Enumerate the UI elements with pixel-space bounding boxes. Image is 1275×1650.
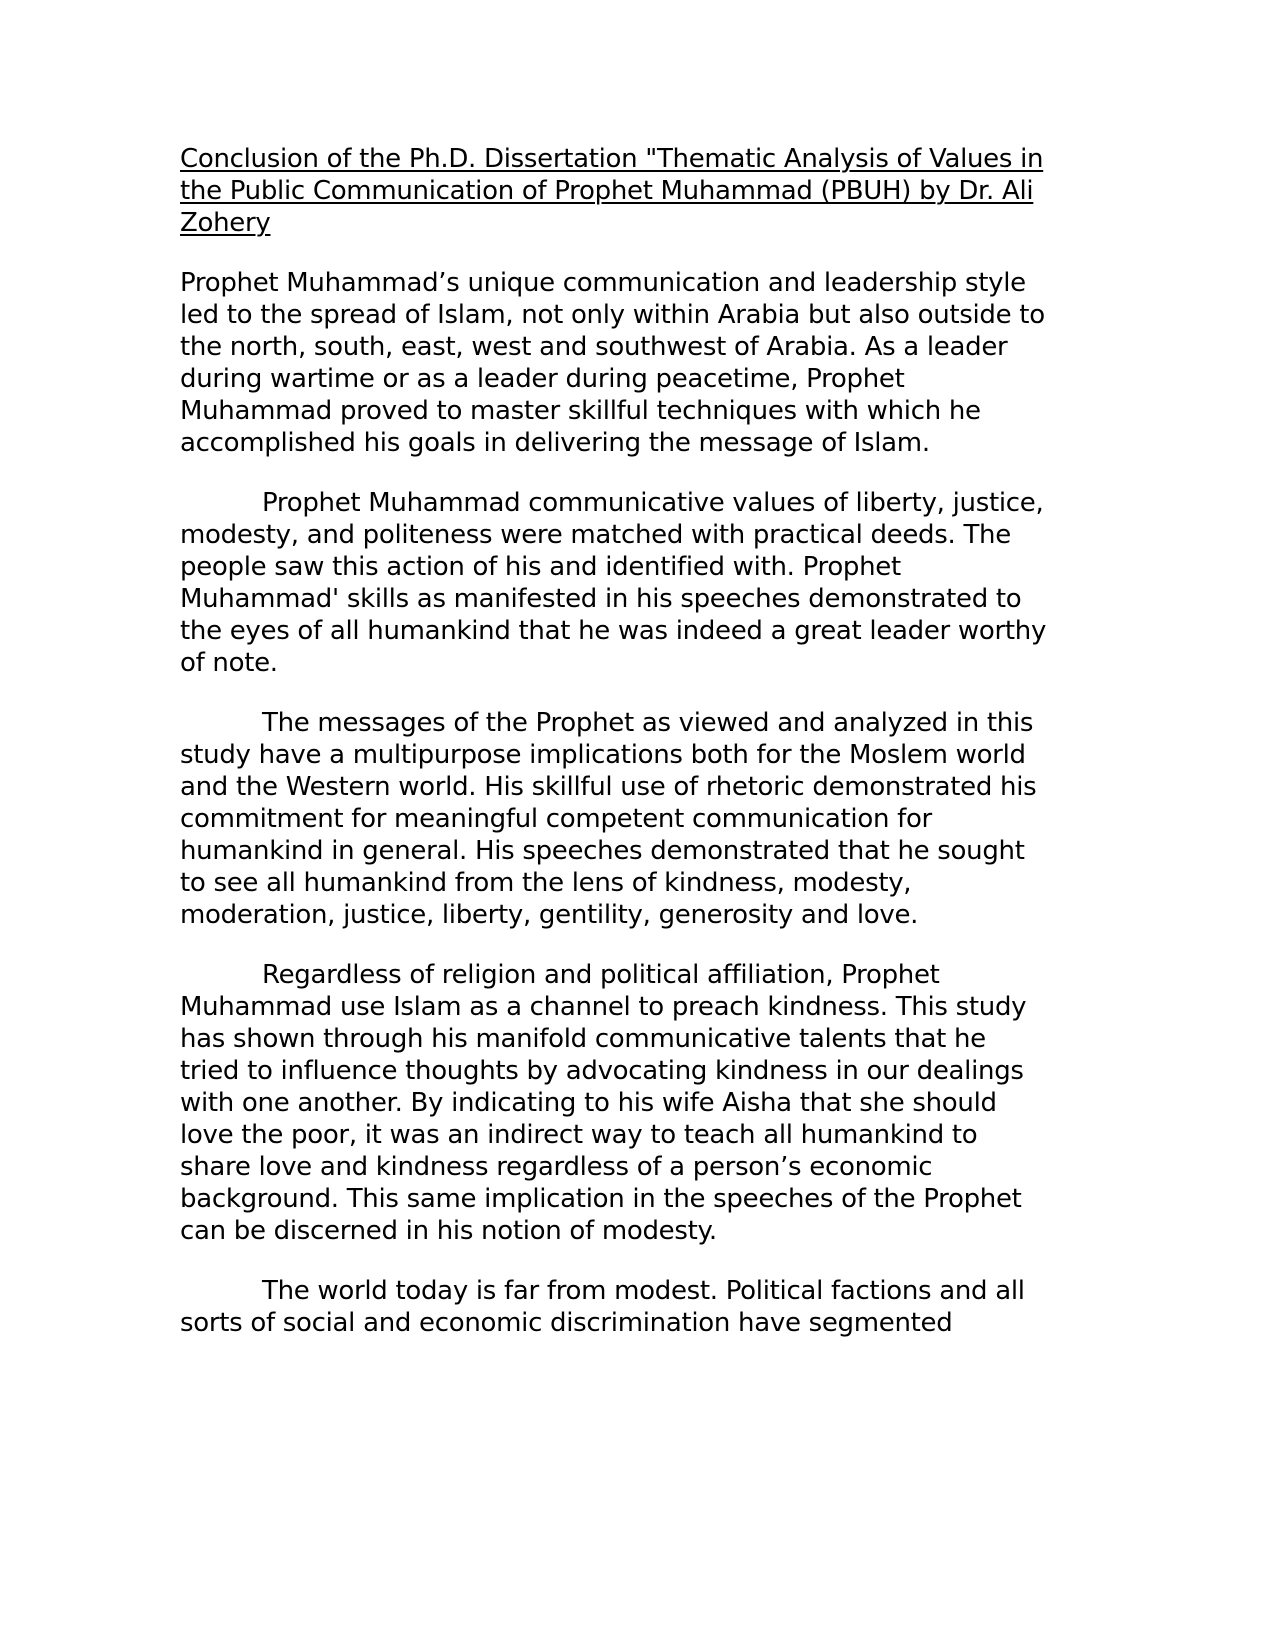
paragraph-1: Prophet Muhammad’s unique communication and leadership style led to the spread of Islam, not only within Arabia but also outside to the north, south, east, west and southwest of Arabia. As a leader during wartime or as a leader during peacetime, Prophet Muhammad proved to master skillful techniques with which he accomplished his goals in delivering the message of Islam.: [180, 268, 1045, 458]
document-title: Conclusion of the Ph.D. Dissertation "Thematic Analysis of Values in the Public Communication of Prophet Muhammad (PBUH) by Dr. Ali Zohery: [180, 144, 1044, 238]
paragraph-3: The messages of the Prophet as viewed and analyzed in this study have a multipurpose implications both for the Moslem world and the Western world. His skillful use of rhetoric demonstrated his commitment for meaningful competent communication for humankind in general. His speeches demonstrated that he sought to see all humankind from the lens of kindness, modesty, moderation, justice, liberty, gentility, generosity and love.: [180, 708, 1037, 930]
paragraph-4: Regardless of religion and political affiliation, Prophet Muhammad use Islam as a channel to preach kindness. This study has shown through his manifold communicative talents that he tried to influence thoughts by advocating kindness in our dealings with one another. By indicating to his wife Aisha that she should love the poor, it was an indirect way to teach all humankind to share love and kindness regardless of a person’s economic background. This same implication in the speeches of the Prophet can be discerned in his notion of modesty.: [180, 960, 1027, 1246]
paragraph-2: Prophet Muhammad communicative values of liberty, justice, modesty, and politeness were matched with practical deeds. The people saw this action of his and identified with. Prophet Muhammad' skills as manifested in his speeches demonstrated to the eyes of all humankind that he was indeed a great leader worthy of note.: [180, 488, 1047, 678]
paragraph-5: The world today is far from modest. Political factions and all sorts of social and economic discrimination have segmented: [180, 1276, 1025, 1338]
document-body: [180, 143, 1050, 1367]
